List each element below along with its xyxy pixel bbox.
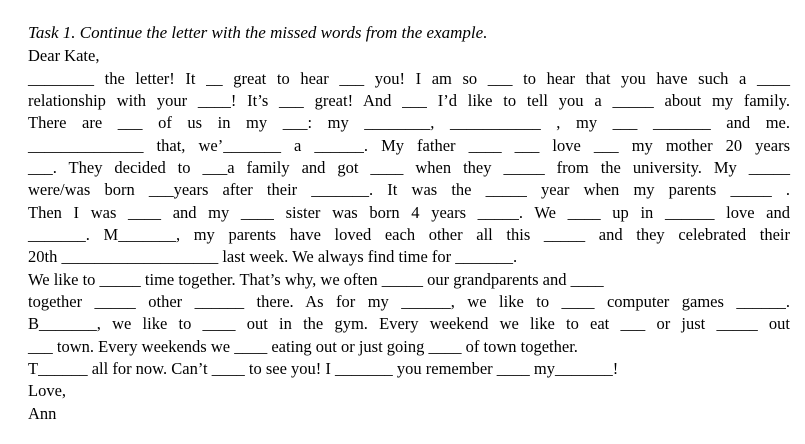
letter-line: ___. They decided to ___a family and got ____ when they _____ from the university. My _____ bbox=[28, 158, 790, 177]
letter-line: were/was born ___years after their _______. It was the _____ year when my parents _____ . bbox=[28, 180, 790, 199]
letter-line: relationship with your ____! It’s ___ great! And ___ I’d like to tell you a _____ about my family. bbox=[28, 91, 790, 110]
letter-line: Then I was ____ and my ____ sister was born 4 years _____. We ____ up in ______ love and bbox=[28, 203, 790, 222]
letter-line: There are ___ of us in my ___: my ________, ___________ , my ___ _______ and me. bbox=[28, 113, 790, 132]
letter-greeting: Dear Kate, bbox=[28, 46, 100, 65]
letter-signature: Ann bbox=[28, 404, 57, 423]
letter-closing: Love, bbox=[28, 381, 67, 400]
letter-line: 20th ___________________ last week. We always find time for _______. bbox=[28, 247, 518, 266]
letter-line: ___ town. Every weekends we ____ eating out or just going ____ of town together. bbox=[28, 337, 578, 356]
letter-line: B_______, we like to ____ out in the gym. Every weekend we like to eat ___ or just _____ out bbox=[28, 314, 790, 333]
task-title: Task 1. Continue the letter with the missed words from the example. bbox=[28, 23, 488, 42]
letter-line: _______. M_______, my parents have loved each other all this _____ and they celebrated their bbox=[28, 225, 790, 244]
letter-line: together _____ other ______ there. As for my ______, we like to ____ computer games ______. bbox=[28, 292, 790, 311]
letter-line: ______________ that, we’_______ a ______. My father ____ ___ love ___ my mother 20 years bbox=[28, 136, 790, 155]
letter-line: T______ all for now. Can’t ____ to see you! I _______ you remember ____ my_______! bbox=[28, 359, 619, 378]
letter-line: ________ the letter! It __ great to hear ___ you! I am so ___ to hear that you have such a ____ bbox=[28, 69, 790, 88]
letter-line: We like to _____ time together. That’s why, we often _____ our grandparents and ____ bbox=[28, 270, 604, 289]
